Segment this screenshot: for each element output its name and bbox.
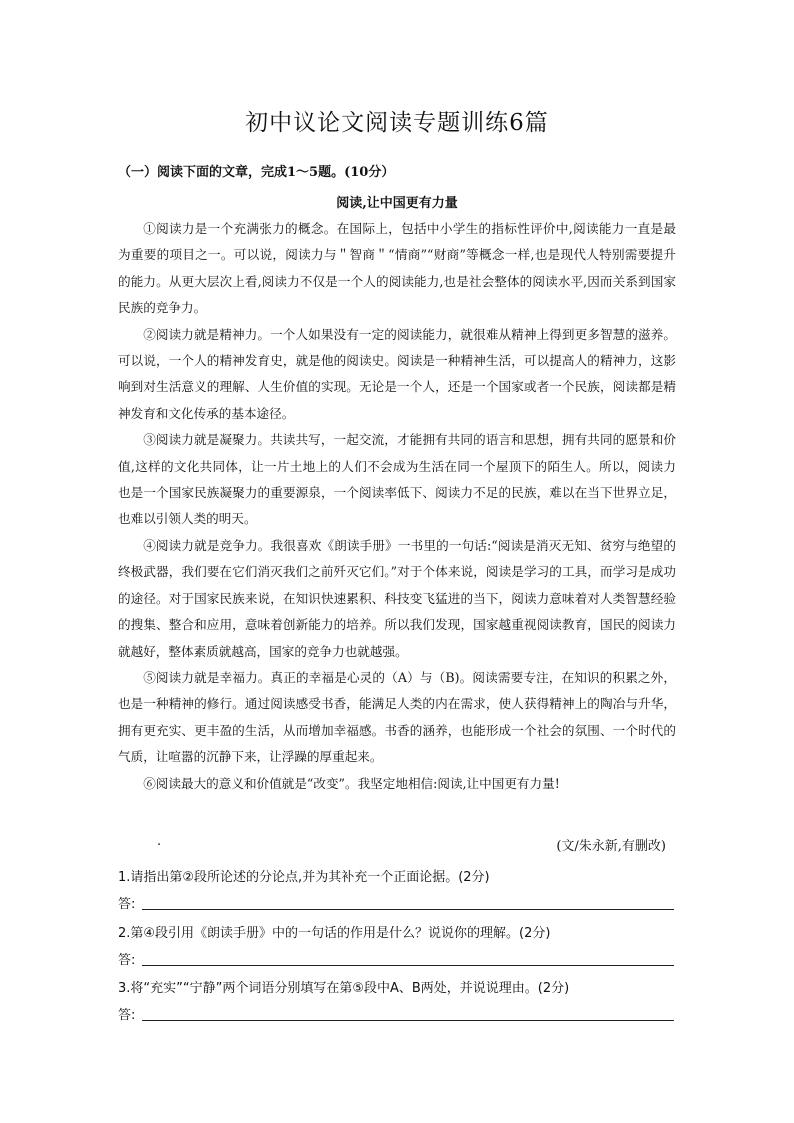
question-2: 2.第④段引用《朗读手册》中的一句话的作用是什么？说说你的理解。(2分) <box>118 926 551 941</box>
answer-area-1[interactable] <box>118 893 674 912</box>
answer-label: 答: <box>118 953 136 968</box>
paragraph-1: ①阅读力是一个充满张力的概念。在国际上，包括中小学生的指标性评价中,阅读能力一直是最为重要的项目之一。可以说，阅读力与＂智商＂“情商”“财商”等概念一样,也是现代人特别需要提升的能力。从更大层次上看,阅读力不仅是一个人的阅读能力,也是社会整体的阅读水平,因而关系到国家民族的竞争力。 <box>118 221 676 316</box>
article-title: 阅读,让中国更有力量 <box>336 196 458 211</box>
paragraph-2: ②阅读力就是精神力。一个人如果没有一定的阅读能力，就很难从精神上得到更多智慧的滋养。可以说，一个人的精神发育史，就是他的阅读史。阅读是一种精神生活，可以提高人的精神力，这影响到对生活意义的理解、人生价值的实现。无论是一个人，还是一个国家或者一个民族，阅读都是精神发育和文化传承的基本途径。 <box>118 326 676 421</box>
dot-mark: . <box>157 834 162 849</box>
article-source: (文/朱永新,有删改) <box>556 839 666 854</box>
paragraph-3: ③阅读力就是凝聚力。共读共写，一起交流，才能拥有共同的语言和思想，拥有共同的愿景和价值,这样的文化共同体，让一片土地上的人们不会成为生活在同一个屋顶下的陌生人。所以，阅读力也是一个国家民族凝聚力的重要源泉，一个阅读率低下、阅读力不足的民族，难以在当下世界立足，也难以引领人类的明天。 <box>118 432 676 527</box>
paragraph-5: ⑤阅读力就是幸福力。真正的幸福是心灵的（A）与（B)。阅读需要专注，在知识的积累之外，也是一种精神的修行。通过阅读感受书香，能满足人类的内在需求，使人获得精神上的陶冶与升华，拥有更充实、更丰盈的生活，从而增加幸福感。书香的涵养，也能形成一个社会的氛围、一个时代的气质，让喧嚣的沉静下来，让浮躁的厚重起来。 <box>118 669 676 765</box>
paragraph-4: ④阅读力就是竞争力。我很喜欢《朗读手册》一书里的一句话:“阅读是消灭无知、贫穷与绝望的终极武器，我们要在它们消灭我们之前歼灭它们。”对于个体来说，阅读是学习的工具，而学习是成功的途径。对于国家民族来说，在知识快速累积、科技变飞猛进的当下，阅读力意味着对人类智慧经验的搜集、整合和应用，意味着创新能力的培养。所以我们发现，国家越重视阅读教育，国民的阅读力就越好，整体素质就越高，国家的竞争力也就越强。 <box>118 537 676 659</box>
section-heading: （一）阅读下面的文章，完成1～5题。(10分） <box>118 165 395 180</box>
answer-area-3[interactable] <box>118 1004 674 1023</box>
answer-line <box>142 965 674 966</box>
answer-area-2[interactable] <box>118 949 674 968</box>
answer-line <box>142 1020 674 1021</box>
article-body <box>118 216 676 797</box>
paragraph-6: ⑥阅读最大的意义和价值就是“改变”。我坚定地相信:阅读,让中国更有力量! <box>143 775 560 791</box>
page-title: 初中议论文阅读专题训练6篇 <box>245 110 549 136</box>
answer-line <box>142 909 674 910</box>
answer-label: 答: <box>118 1008 136 1023</box>
question-3: 3.将“充实”“宁静”两个词语分别填写在第⑤段中A、B两处，并说说理由。(2分) <box>118 981 570 996</box>
answer-label: 答: <box>118 897 136 912</box>
question-1: 1.请指出第②段所论述的分论点,并为其补充一个正面论据。(2分) <box>118 870 490 885</box>
